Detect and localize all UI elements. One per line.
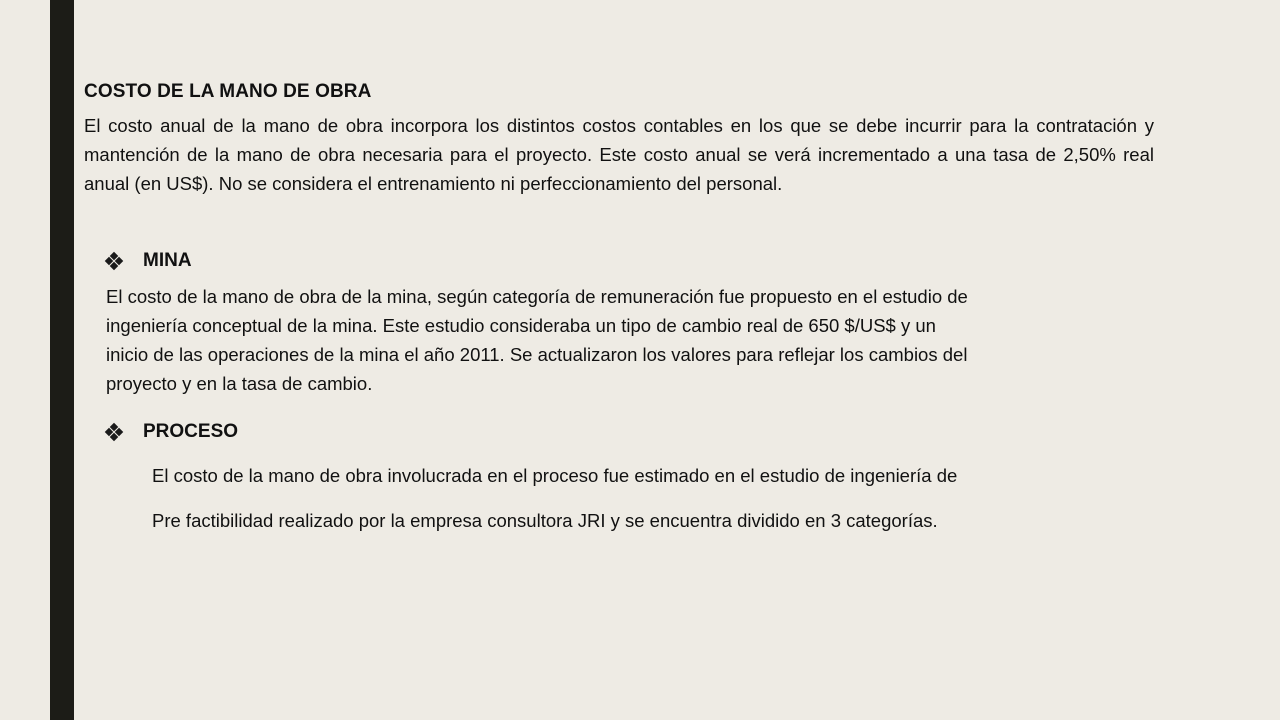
section-heading-label: PROCESO	[143, 421, 239, 442]
diamond-bullet-icon	[106, 424, 122, 440]
proceso-line: El costo de la mano de obra involucrada en el proceso fue estimado en el estudio de ingeniería de	[152, 465, 958, 486]
section-heading-proceso	[106, 420, 238, 444]
slide-title: COSTO DE LA MANO DE OBRA	[84, 81, 372, 102]
left-accent-bar	[50, 0, 74, 720]
section-heading-label: MINA	[143, 250, 192, 271]
mina-line: ingeniería conceptual de la mina. Este estudio consideraba un tipo de cambio real de 650 $/US$ y un	[106, 315, 936, 336]
intro-paragraph: El costo anual de la mano de obra incorpora los distintos costos contables en los que se debe incurrir para la contratación y mantención de la mano de obra necesaria para el proyecto. Este costo anual se verá incrementado a una tasa de 2,50% real anual (en US$). No se considera el entrenamiento ni perfeccionamiento del personal.	[84, 115, 1154, 194]
diamond-bullet-icon	[106, 253, 122, 269]
proceso-line: Pre factibilidad realizado por la empresa consultora JRI y se encuentra dividido en 3 categorías.	[152, 510, 938, 531]
mina-line: inicio de las operaciones de la mina el año 2011. Se actualizaron los valores para reflejar los cambios del	[106, 344, 968, 365]
mina-line: El costo de la mano de obra de la mina, según categoría de remuneración fue propuesto en el estudio de	[106, 286, 968, 307]
mina-paragraph	[106, 282, 1166, 398]
mina-line: proyecto y en la tasa de cambio.	[106, 373, 373, 394]
section-heading-mina	[106, 249, 192, 273]
